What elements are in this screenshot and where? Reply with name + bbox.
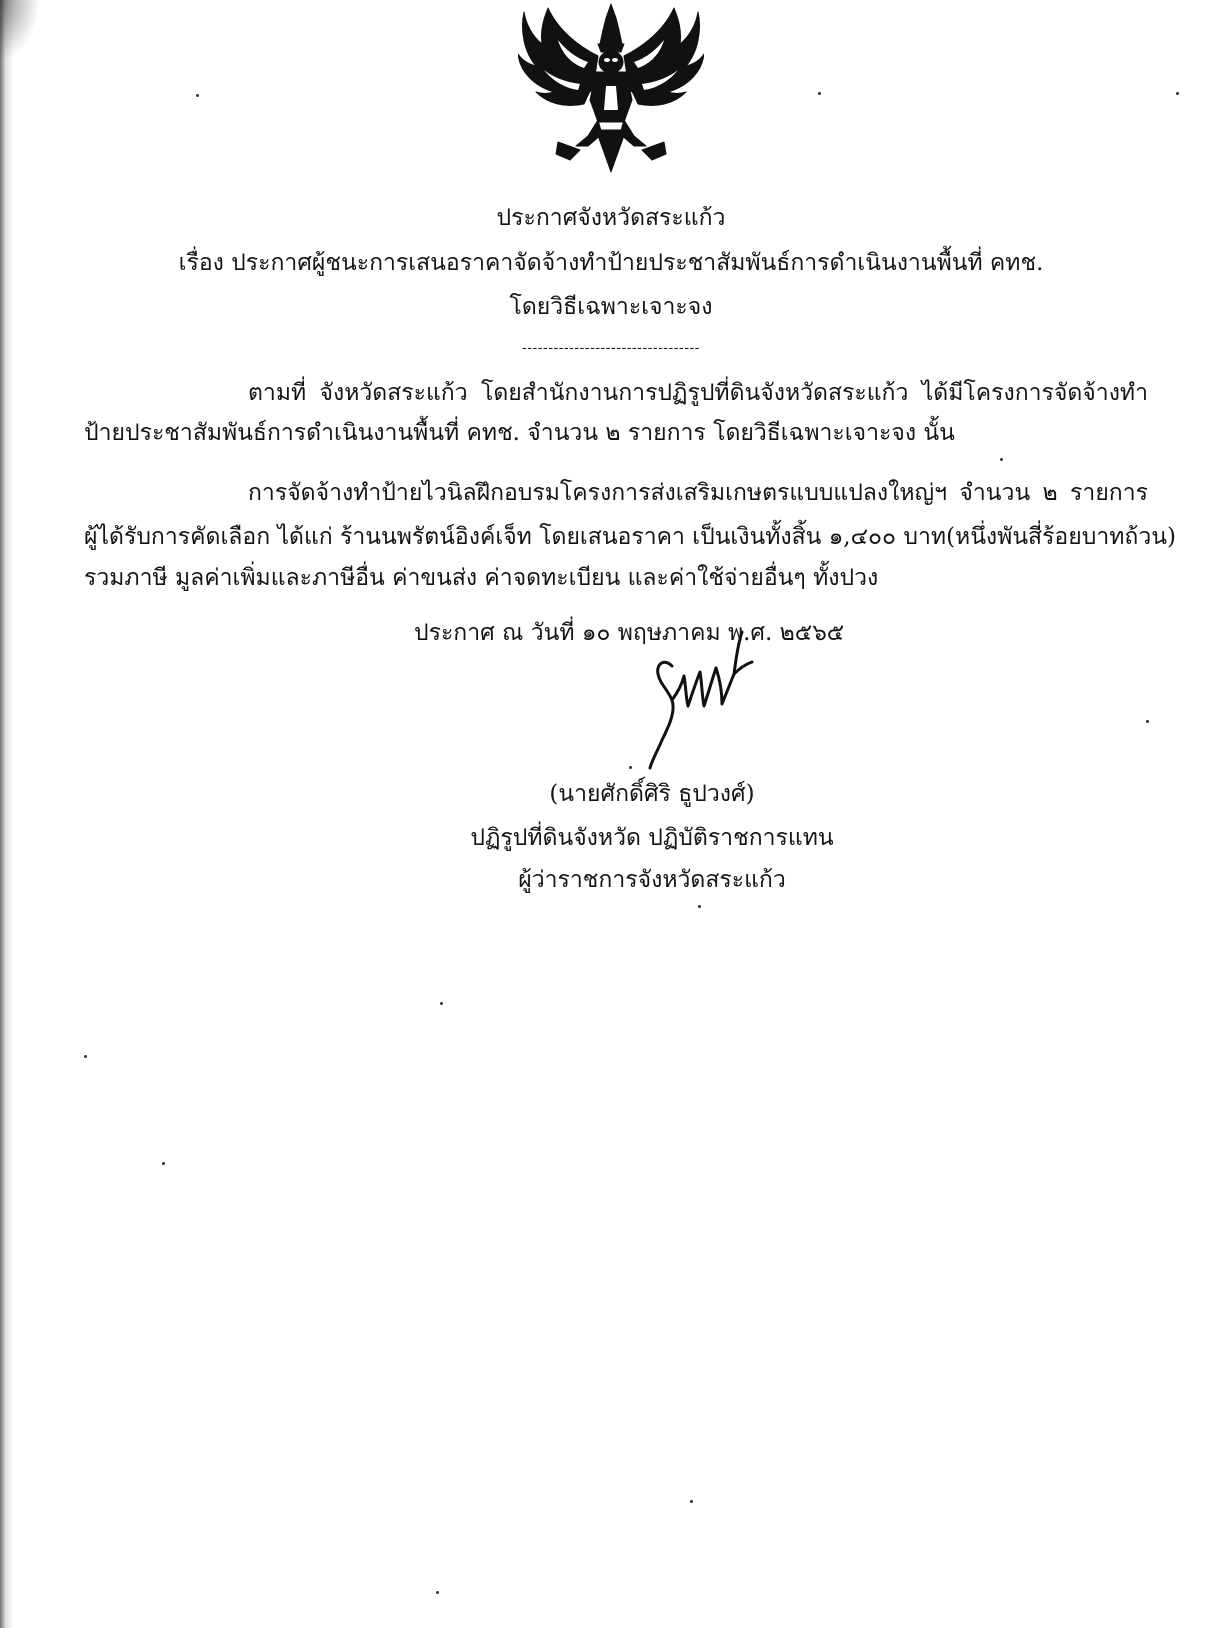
paragraph-1-line-2: ป้ายประชาสัมพันธ์การดำเนินงานพื้นที่ คทช. จำนวน ๒ รายการ โดยวิธีเฉพาะเจาะจง นั้น (84, 420, 955, 446)
document-subject: เรื่อง ประกาศผู้ชนะการเสนอราคาจัดจ้างทำป้ายประชาสัมพันธ์การดำเนินงานพื้นที่ คทช. (178, 250, 1044, 276)
handwritten-signature (642, 628, 762, 770)
scan-speck (436, 1591, 439, 1594)
paragraph-2-line-3: รวมภาษี มูลค่าเพิ่มและภาษีอื่น ค่าขนส่ง ค่าจดทะเบียน และค่าใช้จ่ายอื่นๆ ทั้งปวง (84, 565, 879, 591)
paragraph-2-line-2: ผู้ได้รับการคัดเลือก ได้แก่ ร้านนพรัตน์อิงค์เจ็ท โดยเสนอราคา เป็นเงินทั้งสิ้น ๑,๔๐๐ บาท(หนึ่งพันสี่ร้อยบาทถ้วน) (84, 524, 1176, 550)
paragraph-2-line-1: การจัดจ้างทำป้ายไวนิลฝึกอบรมโครงการส่งเสริมเกษตรแบบแปลงใหญ่ฯ จำนวน ๒ รายการ (248, 480, 1148, 506)
garuda-emblem-icon (518, 0, 704, 174)
scan-corner-shadow (0, 0, 40, 60)
document-title: ประกาศจังหวัดสระแก้ว (496, 205, 726, 231)
scan-speck (196, 94, 199, 97)
signatory-position: ปฏิรูปที่ดินจังหวัด ปฏิบัติราชการแทน (470, 825, 834, 851)
scan-speck (162, 1162, 165, 1165)
scan-speck (629, 766, 632, 769)
announcement-date: ประกาศ ณ วันที่ ๑๐ พฤษภาคม พ.ศ. ๒๕๖๕ (414, 620, 845, 646)
signatory-governor-title: ผู้ว่าราชการจังหวัดสระแก้ว (518, 867, 786, 893)
scan-edge-shadow (0, 0, 14, 1628)
scan-speck (1176, 92, 1179, 95)
divider-line: ---------------------------------- (522, 340, 700, 356)
scan-speck (440, 1002, 443, 1005)
scan-speck (818, 92, 821, 95)
scan-speck (1146, 720, 1149, 723)
scan-speck (84, 1055, 87, 1058)
procurement-method: โดยวิธีเฉพาะเจาะจง (509, 294, 713, 320)
scan-speck (1000, 458, 1003, 461)
scan-speck (698, 905, 701, 908)
signatory-name: (นายศักดิ์ศิริ ธูปวงศ์) (549, 781, 755, 807)
paragraph-1-line-1: ตามที่ จังหวัดสระแก้ว โดยสำนักงานการปฏิรูปที่ดินจังหวัดสระแก้ว ได้มีโครงการจัดจ้างทำ (248, 380, 1148, 406)
scan-speck (690, 1500, 693, 1503)
